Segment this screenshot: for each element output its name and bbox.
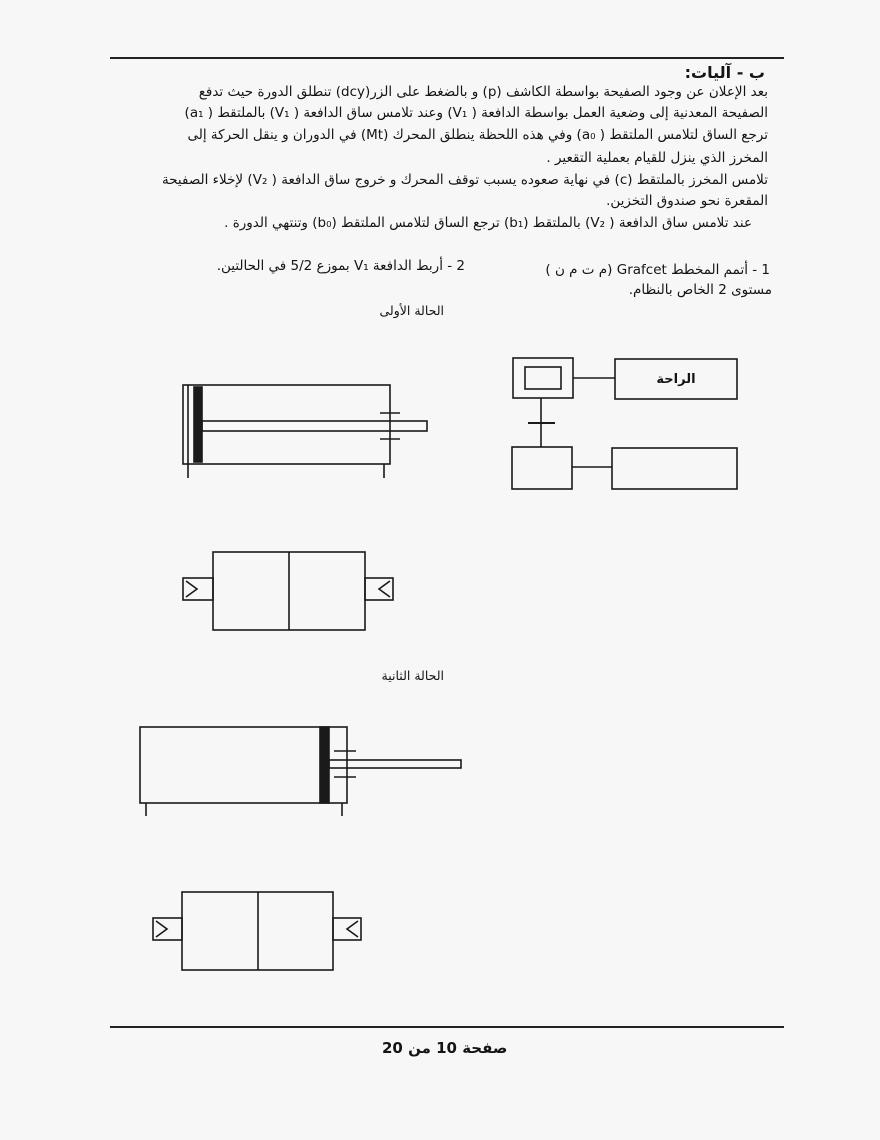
grafcet-initial-step — [513, 358, 573, 398]
paragraph-line: بعد الإعلان عن وجود الصفيحة بواسطة الكاشف (p) و بالضغط على الزر(dcy) تنطلق الدورة حيث تدفع — [198, 84, 768, 100]
piston-rod — [202, 421, 427, 431]
piston-rod — [329, 760, 461, 768]
paragraph-line: المخرز الذي ينزل للقيام بعملية التقعير . — [546, 150, 768, 166]
grafcet-initial-step-inner — [525, 367, 561, 389]
paragraph-line: عند تلامس ساق الدافعة ( V₂) بالملتقط (b₁) ترجع الساق لتلامس الملتقط (b₀) وتنتهي الدورة . — [224, 215, 752, 231]
case-1-cylinder — [183, 385, 427, 478]
paragraph-line: ترجع الساق لتلامس الملتقط ( a₀) وفي هذه اللحظة ينطلق المحرك (Mt) في الدوران و ينقل الحركة إلى — [187, 127, 768, 143]
question-2: 2 - أربط الدافعة V₁ بموزع 5/2 في الحالتين. — [216, 258, 465, 274]
case-2-distributor — [153, 892, 361, 970]
paragraph-line: تلامس المخرز بالملتقط (c) في نهاية صعوده يسبب توقف المحرك و خروج ساق الدافعة ( V₂) لإخلاء الصفيحة — [161, 172, 768, 188]
case-1-label: الحالة الأولى — [379, 303, 444, 318]
page-number: صفحة 10 من 20 — [382, 1039, 508, 1057]
grafcet-action-label: الراحة — [656, 372, 696, 387]
case-2-cylinder — [140, 727, 461, 816]
grafcet-step-1 — [512, 447, 572, 489]
question-1-line-1: 1 - أتمم المخطط Grafcet (م ت م ن ) — [545, 262, 770, 278]
question-1-line-2: مستوى 2 الخاص بالنظام. — [628, 282, 772, 298]
case-1-distributor — [183, 552, 393, 630]
section-heading: ب - آليات: — [684, 63, 765, 82]
paragraph-line: الصفيحة المعدنية إلى وضعية العمل بواسطة الدافعة ( V₁) وعند تلامس ساق الدافعة ( V₁) بالملتقط ( a₁) — [184, 105, 768, 121]
case-2-label: الحالة الثانية — [381, 668, 444, 683]
piston — [320, 727, 329, 803]
grafcet-action-box-1 — [612, 448, 737, 489]
bottom-rule — [110, 1026, 784, 1028]
piston — [194, 387, 202, 462]
paragraph-line: المقعرة نحو صندوق التخزين. — [606, 193, 768, 209]
grafcet-diagram — [512, 358, 737, 489]
